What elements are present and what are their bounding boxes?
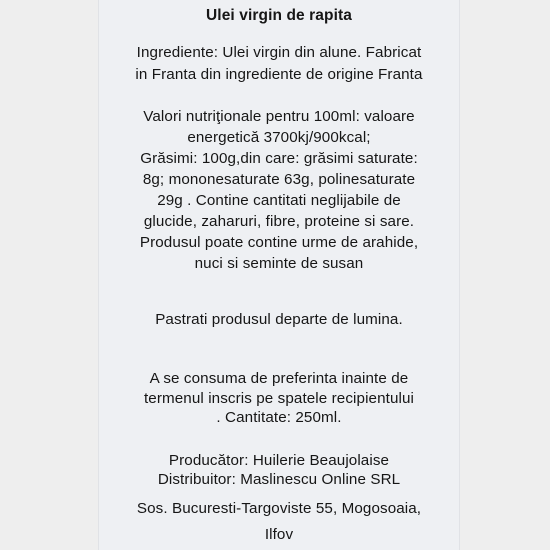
nutrition-line: 8g; mononesaturate 63g, polinesaturate (142, 171, 416, 188)
product-title: Ulei virgin de rapita (206, 7, 352, 24)
address-line: Ilfov (264, 526, 294, 543)
address-line: Sos. Bucuresti-Targoviste 55, Mogosoaia, (136, 500, 422, 517)
producer-line: Producător: Huilerie Beaujolaise (168, 452, 390, 469)
ingredients-line: Ingrediente: Ulei virgin din alune. Fabricat (136, 44, 422, 61)
expiry-line: A se consuma de preferinta inainte de (149, 370, 409, 387)
nutrition-line: Grăsimi: 100g,din care: grăsimi saturate: (140, 150, 418, 167)
nutrition-line: Valori nutriţionale pentru 100ml: valoare (143, 108, 415, 125)
nutrition-line: glucide, zaharuri, fibre, proteine si sare. (143, 213, 415, 230)
nutrition-line: 29g . Contine cantitati neglijabile de (157, 192, 401, 209)
nutrition-line: energetică 3700kj/900kcal; (187, 129, 371, 146)
quantity-line: . Cantitate: 250ml. (216, 409, 342, 426)
allergen-line: nuci si seminte de susan (194, 255, 364, 272)
expiry-line: termenul inscris pe spatele recipientului (143, 390, 414, 407)
ingredients-line: in Franta din ingrediente de origine Franta (135, 66, 423, 83)
allergen-line: Produsul poate contine urme de arahide, (139, 234, 419, 251)
storage-instructions: Pastrati produsul departe de lumina. (155, 311, 403, 328)
distributor-line: Distribuitor: Maslinescu Online SRL (157, 471, 401, 488)
product-label (98, 0, 460, 550)
